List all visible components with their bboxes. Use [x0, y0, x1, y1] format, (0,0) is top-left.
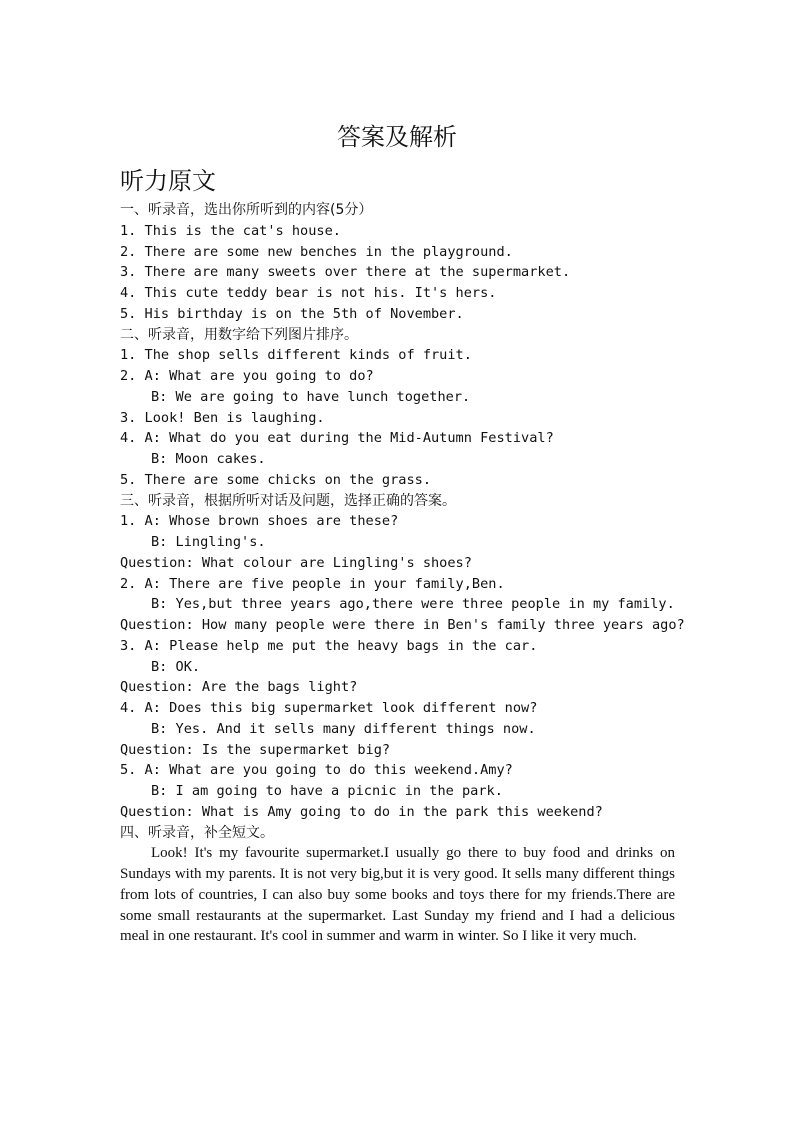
s2-line-5: 4. A: What do you eat during the Mid-Autumn Festival?: [120, 430, 554, 447]
s1-line-1: 1. This is the cat's house.: [120, 222, 341, 239]
s3-line-2: B: Lingling's.: [151, 534, 266, 550]
s3-line-14: B: I am going to have a picnic in the park.: [151, 783, 503, 799]
s3-line-13: 5. A: What are you going to do this weekend.Amy?: [120, 762, 513, 779]
s3-line-5: B: Yes,but three years ago,there were three people in my family.: [151, 596, 675, 613]
s3-line-11: B: Yes. And it sells many different things now.: [151, 720, 536, 737]
s2-line-2: 2. A: What are you going to do?: [120, 368, 374, 384]
s3-line-1: 1. A: Whose brown shoes are these?: [120, 513, 399, 530]
s2-line-7: 5. There are some chicks on the grass.: [120, 471, 431, 488]
s2-line-3: B: We are going to have lunch together.: [151, 388, 471, 405]
s3-line-6: Question: How many people were there in Ben's family three years ago?: [120, 617, 685, 633]
s2-line-6: B: Moon cakes.: [151, 451, 266, 467]
s3-line-3: Question: What colour are Lingling's shoes?: [120, 554, 472, 571]
document-body: [120, 200, 685, 947]
section-4-heading: 四、听录音，补全短文。: [120, 824, 274, 841]
section-1-heading: 一、听录音，选出你所听到的内容(5分）: [120, 202, 373, 218]
s1-line-2: 2. There are some new benches in the playground.: [120, 243, 513, 260]
s3-line-15: Question: What is Amy going to do in the park this weekend?: [120, 803, 603, 820]
s1-line-3: 3. There are many sweets over there at the supermarket.: [120, 264, 571, 281]
s1-line-5: 5. His birthday is on the 5th of November.: [120, 305, 464, 322]
s3-line-10: 4. A: Does this big supermarket look different now?: [120, 700, 538, 716]
s1-line-4: 4. This cute teddy bear is not his. It's hers.: [120, 285, 497, 301]
section-4-paragraph: [120, 843, 675, 947]
section-3-heading: 三、听录音，根据所听对话及问题，选择正确的答案。: [120, 492, 456, 509]
s2-line-1: 1. The shop sells different kinds of fruit.: [120, 347, 472, 364]
section-2-heading: 二、听录音，用数字给下列图片排序。: [120, 326, 358, 343]
paragraph-text: Look! It's my favourite supermarket.I usually go there to buy food and drinks on Sundays with my parents. It is not very big,but it is very good. It sells many different things from lots of countries, I can also buy some books and toys there for my friends.There are some small restaurants at the supermarket. Last Sunday my friend and I had a delicious meal in one restaurant. It's cool in summer and warm in winter. So I like it very much.: [120, 845, 675, 945]
s3-line-7: 3. A: Please help me put the heavy bags in the car.: [120, 637, 538, 654]
s3-line-9: Question: Are the bags light?: [120, 679, 358, 696]
s2-line-4: 3. Look! Ben is laughing.: [120, 409, 325, 426]
s3-line-12: Question: Is the supermarket big?: [120, 741, 391, 758]
section-heading-listening-text: 听力原文: [120, 167, 216, 195]
page-title: 答案及解析: [337, 123, 457, 151]
s3-line-4: 2. A: There are five people in your family,Ben.: [120, 575, 505, 592]
s3-line-8: B: OK.: [151, 658, 201, 675]
